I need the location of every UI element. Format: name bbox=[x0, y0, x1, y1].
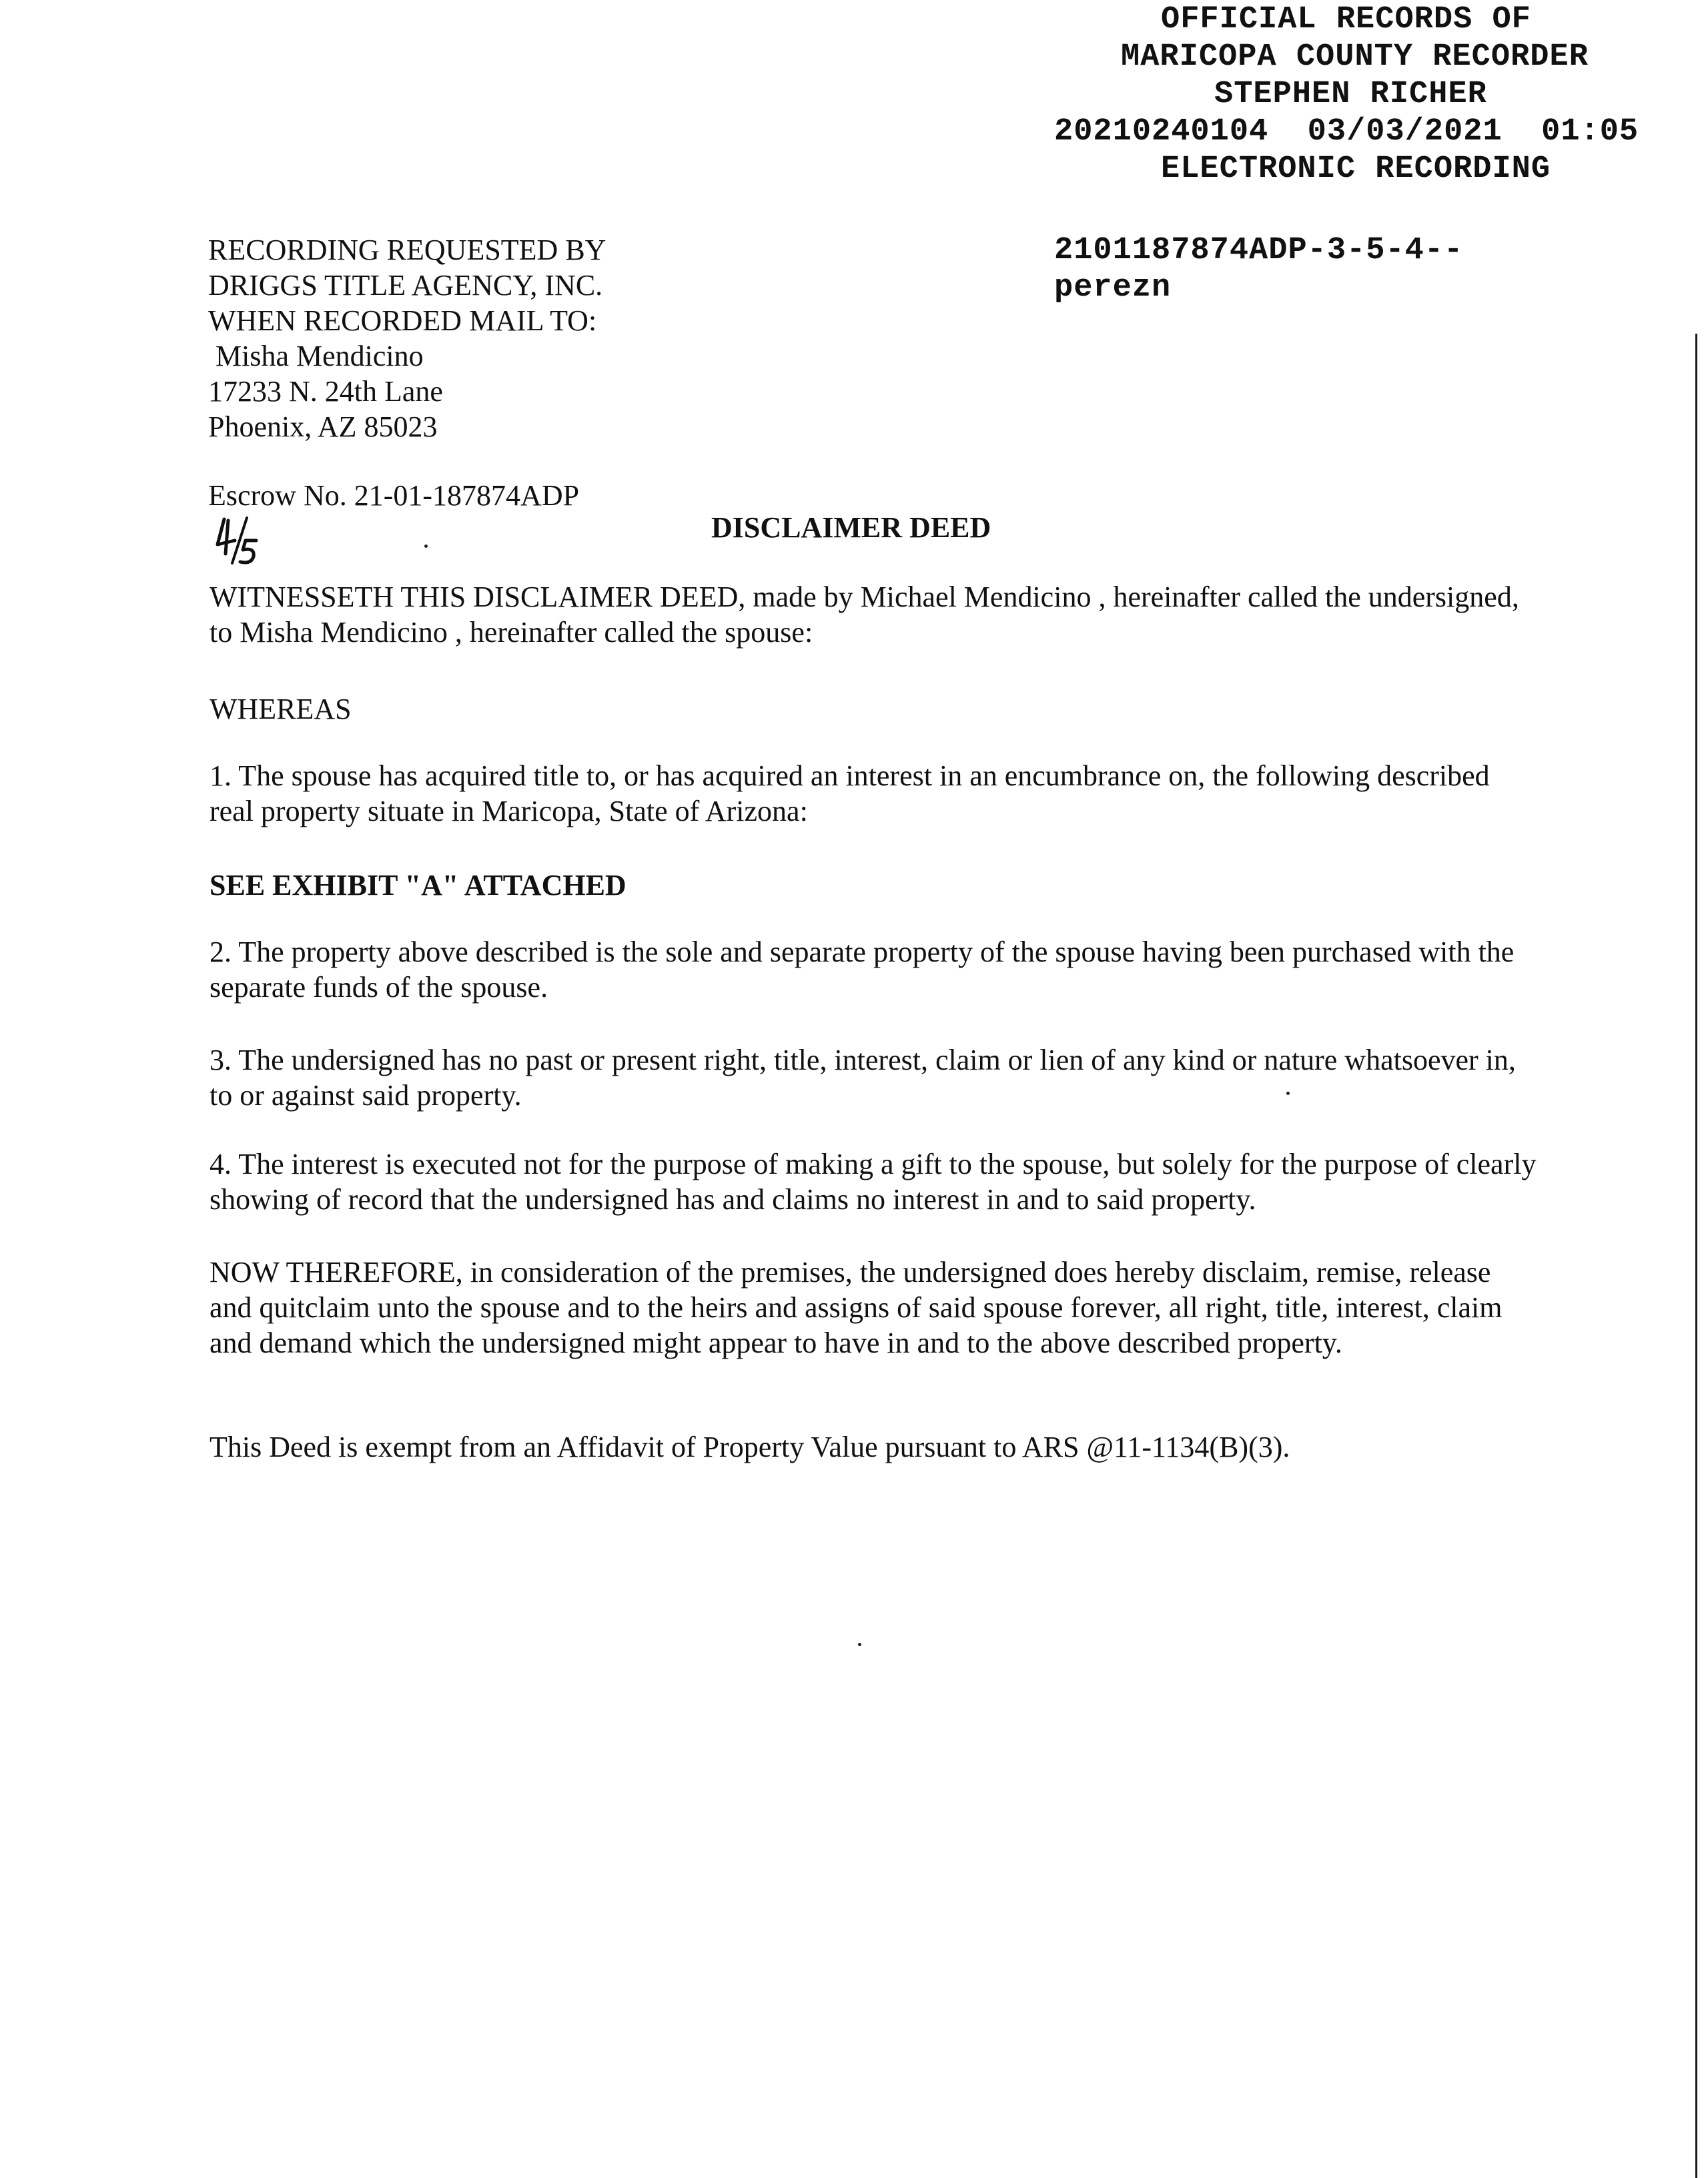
witnesseth-paragraph: WITNESSETH THIS DISCLAIMER DEED, made by Michael Mendicino , hereinafter called the undersigned, to Misha Mendicino , hereinafter called the spouse: bbox=[209, 581, 1519, 649]
scan-speck bbox=[858, 1643, 861, 1646]
requested-by-label: RECORDING REQUESTED BY bbox=[208, 234, 606, 266]
scan-edge-line bbox=[1695, 334, 1697, 2178]
mail-to-label: WHEN RECORDED MAIL TO: bbox=[208, 304, 597, 337]
escrow-number: Escrow No. 21-01-187874ADP bbox=[208, 479, 580, 512]
stamp-line-electronic-recording: ELECTRONIC RECORDING bbox=[1161, 151, 1551, 187]
stamp-line-record-number-date-time: 20210240104 03/03/2021 01:05 bbox=[1054, 114, 1639, 149]
mail-to-name: Misha Mendicino bbox=[208, 340, 424, 372]
document-title: DISCLAIMER DEED bbox=[711, 511, 991, 544]
clause-4-paragraph: 4. The interest is executed not for the purpose of making a gift to the spouse, but solely for the purpose of clearly showing of record that the undersigned has and claims no interest in and to said property. bbox=[209, 1148, 1537, 1216]
whereas-heading: WHEREAS bbox=[209, 693, 352, 725]
mail-to-city: Phoenix, AZ 85023 bbox=[208, 410, 438, 443]
mail-to-street: 17233 N. 24th Lane bbox=[208, 375, 443, 408]
recording-reference-number: 2101187874ADP-3-5-4-- bbox=[1054, 233, 1464, 268]
stamp-line-county-recorder: MARICOPA COUNTY RECORDER bbox=[1121, 39, 1589, 75]
stamp-line-official-records: OFFICIAL RECORDS OF bbox=[1161, 2, 1531, 37]
clause-2-paragraph: 2. The property above described is the sole and separate property of the spouse having been purchased with the separate funds of the spouse. bbox=[209, 936, 1515, 1004]
scan-speck bbox=[1286, 1092, 1290, 1095]
recording-header bbox=[208, 232, 606, 444]
stamp-line-recorder-name: STEPHEN RICHER bbox=[1214, 77, 1487, 112]
clause-1-paragraph: 1. The spouse has acquired title to, or has acquired an interest in an encumbrance on, the following described real property situate in Maricopa, State of Arizona: bbox=[209, 759, 1490, 827]
requested-by-agency: DRIGGS TITLE AGENCY, INC. bbox=[208, 269, 603, 302]
exhibit-reference: SEE EXHIBIT "A" ATTACHED bbox=[209, 869, 626, 901]
exemption-statement: This Deed is exempt from an Affidavit of Property Value pursuant to ARS @11-1134(B)(3). bbox=[209, 1431, 1290, 1463]
handwritten-initials-mark bbox=[212, 514, 266, 567]
scan-speck bbox=[424, 544, 428, 548]
clause-3-paragraph: 3. The undersigned has no past or present right, title, interest, claim or lien of any kind or nature whatsoever in, to or against said property. bbox=[209, 1044, 1516, 1112]
recording-reference-user: perezn bbox=[1054, 270, 1172, 306]
now-therefore-paragraph: NOW THEREFORE, in consideration of the premises, the undersigned does hereby disclaim, remise, release and quitclaim unto the spouse and to the heirs and assigns of said spouse forever, all right, title, interest, claim and demand which the undersigned might appear to have in and to the above described property. bbox=[209, 1256, 1503, 1359]
